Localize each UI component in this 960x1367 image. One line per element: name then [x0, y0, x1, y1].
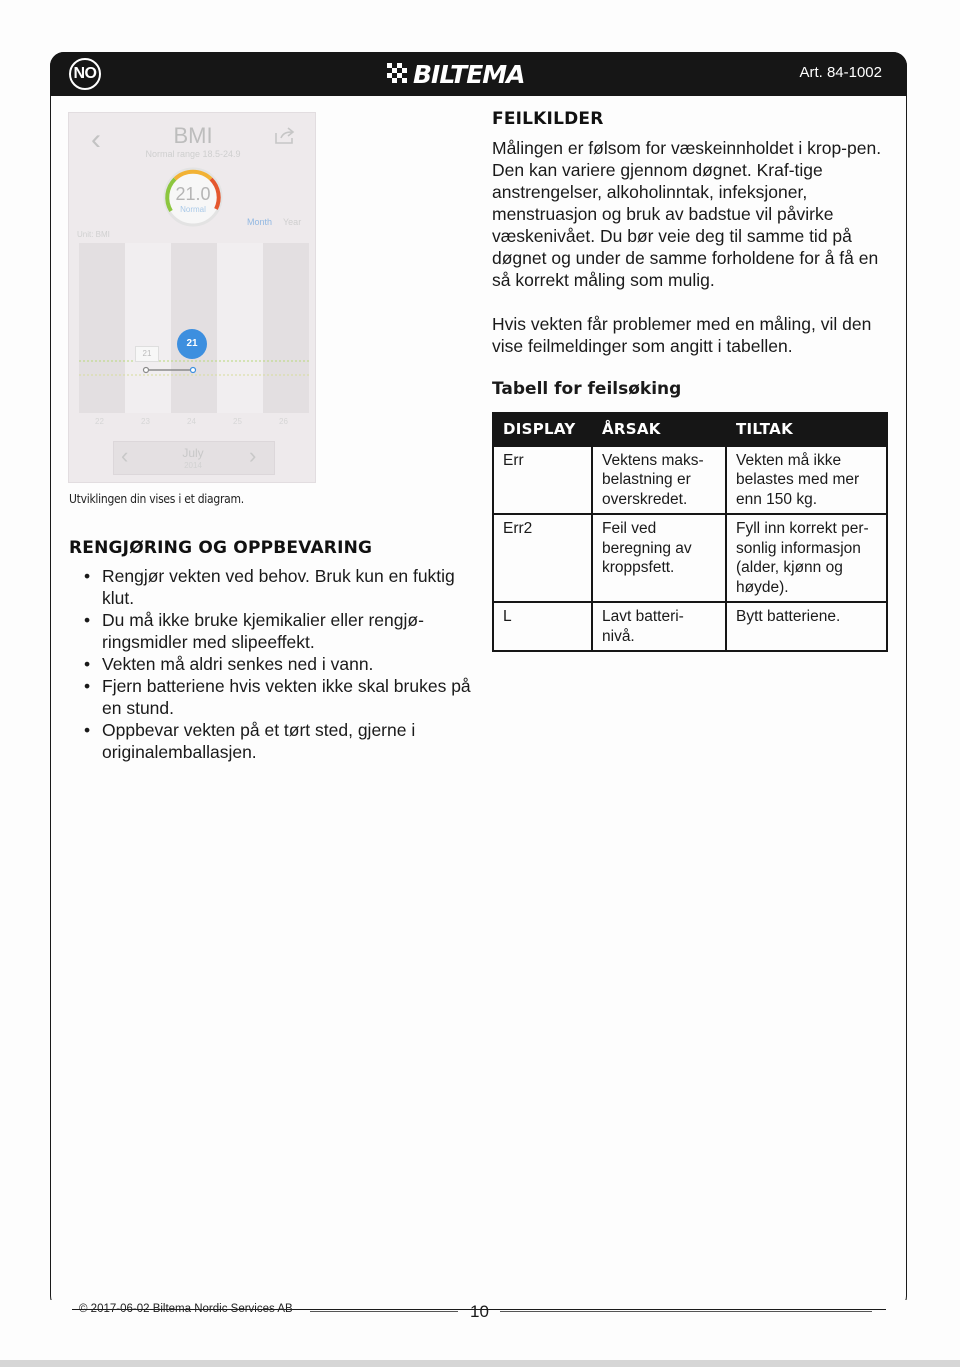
app-title: BMI: [173, 123, 213, 148]
chevron-left-icon: ‹: [121, 443, 129, 468]
figure-caption: Utviklingen din vises i et diagram.: [69, 492, 244, 506]
language-badge: NO: [69, 58, 101, 90]
table-cell: Err2: [493, 514, 592, 602]
table-cell: Lavt batteri-nivå.: [592, 602, 726, 651]
table-cell: L: [493, 602, 592, 651]
error-sources-heading: FEILKILDER: [492, 109, 604, 129]
gauge-label: Normal: [180, 205, 206, 214]
selected-month: July: [182, 446, 204, 460]
normal-range: Normal range 18.5-24.9: [145, 149, 241, 159]
bmi-trend-plot: [79, 243, 309, 413]
bmi-app-screenshot: [68, 112, 316, 483]
x-tick: 25: [233, 417, 242, 426]
footer-divider: [310, 1311, 458, 1312]
error-messages-paragraph: Hvis vekten får problemer med en måling, vil den vise feilmeldinger som angitt i tabellen.: [492, 314, 872, 356]
unit-label: Unit: BMI: [77, 230, 110, 239]
table-row: [493, 602, 887, 651]
page-number: 10: [470, 1302, 489, 1321]
tab-year: Year: [283, 217, 302, 227]
list-item: • Du må ikke bruke kjemikalier eller rengjø-ringsmidler med slipeeffekt.: [80, 609, 480, 653]
copyright: © 2017-06-02 Biltema Nordic Services AB: [79, 1303, 293, 1315]
back-chevron-icon: ‹: [91, 123, 101, 156]
table-cell: Fyll inn korrekt per-sonlig informasjon (alder, kjønn og høyde).: [726, 514, 887, 602]
list-item: • Vekten må aldri senkes ned i vann.: [80, 653, 480, 675]
troubleshooting-table: [492, 412, 888, 652]
footer-divider: [500, 1311, 872, 1312]
brand-name: BILTEMA: [413, 59, 525, 89]
current-value-marker: 21: [177, 329, 207, 359]
cleaning-heading: RENGJØRING OG OPPBEVARING: [69, 538, 373, 558]
x-tick: 26: [279, 417, 288, 426]
article-number: Art. 84-1002: [799, 64, 882, 81]
table-row: [493, 446, 887, 515]
frame-gap-left: [50, 1300, 72, 1314]
error-sources-paragraph: Målingen er følsom for væskeinnholdet i krop-pen. Den kan variere gjennom døgnet. Kraf-tige anstrengelser, alkoholinntak, infeksjoner, menstruasjon og bruk av badstue vil påvirke væskenivået. Du bør veie deg til samme tid på døgnet og under de samme forholdene for å få en så korrekt måling som mulig.: [492, 138, 882, 290]
list-item: • Fjern batteriene hvis vekten ikke skal brukes på en stund.: [80, 675, 480, 719]
brand-logo: [387, 60, 525, 88]
share-icon: [274, 127, 296, 145]
table-cell: Err: [493, 446, 592, 515]
previous-value-marker: 21: [135, 346, 159, 362]
checkered-flag-icon: [387, 63, 409, 85]
x-tick: 24: [187, 417, 196, 426]
frame-gap-right: [886, 1300, 908, 1314]
column-header: DISPLAY: [493, 413, 592, 446]
table-cell: Vekten må ikke belastes med mer enn 150 kg.: [726, 446, 887, 515]
table-row: [493, 514, 887, 602]
table-cell: Vektens maks-belastning er overskredet.: [592, 446, 726, 515]
table-cell: Feil ved beregning av kroppsfett.: [592, 514, 726, 602]
page-bottom-edge: [0, 1360, 960, 1367]
x-tick: 22: [95, 417, 104, 426]
table-cell: Bytt batteriene.: [726, 602, 887, 651]
list-item: • Oppbevar vekten på et tørt sted, gjerne i originalemballasjen.: [80, 719, 480, 763]
column-header: ÅRSAK: [592, 413, 726, 446]
selected-year: 2014: [184, 461, 202, 470]
cleaning-list: [80, 565, 480, 763]
list-item: • Rengjør vekten ved behov. Bruk kun en fuktig klut.: [80, 565, 480, 609]
chevron-right-icon: ›: [249, 443, 257, 468]
x-tick: 23: [141, 417, 150, 426]
gauge-value: 21.0: [175, 184, 211, 204]
tab-month: Month: [247, 217, 273, 227]
column-header: TILTAK: [726, 413, 887, 446]
table-title: Tabell for feilsøking: [492, 379, 682, 399]
table-header-row: [493, 413, 887, 446]
